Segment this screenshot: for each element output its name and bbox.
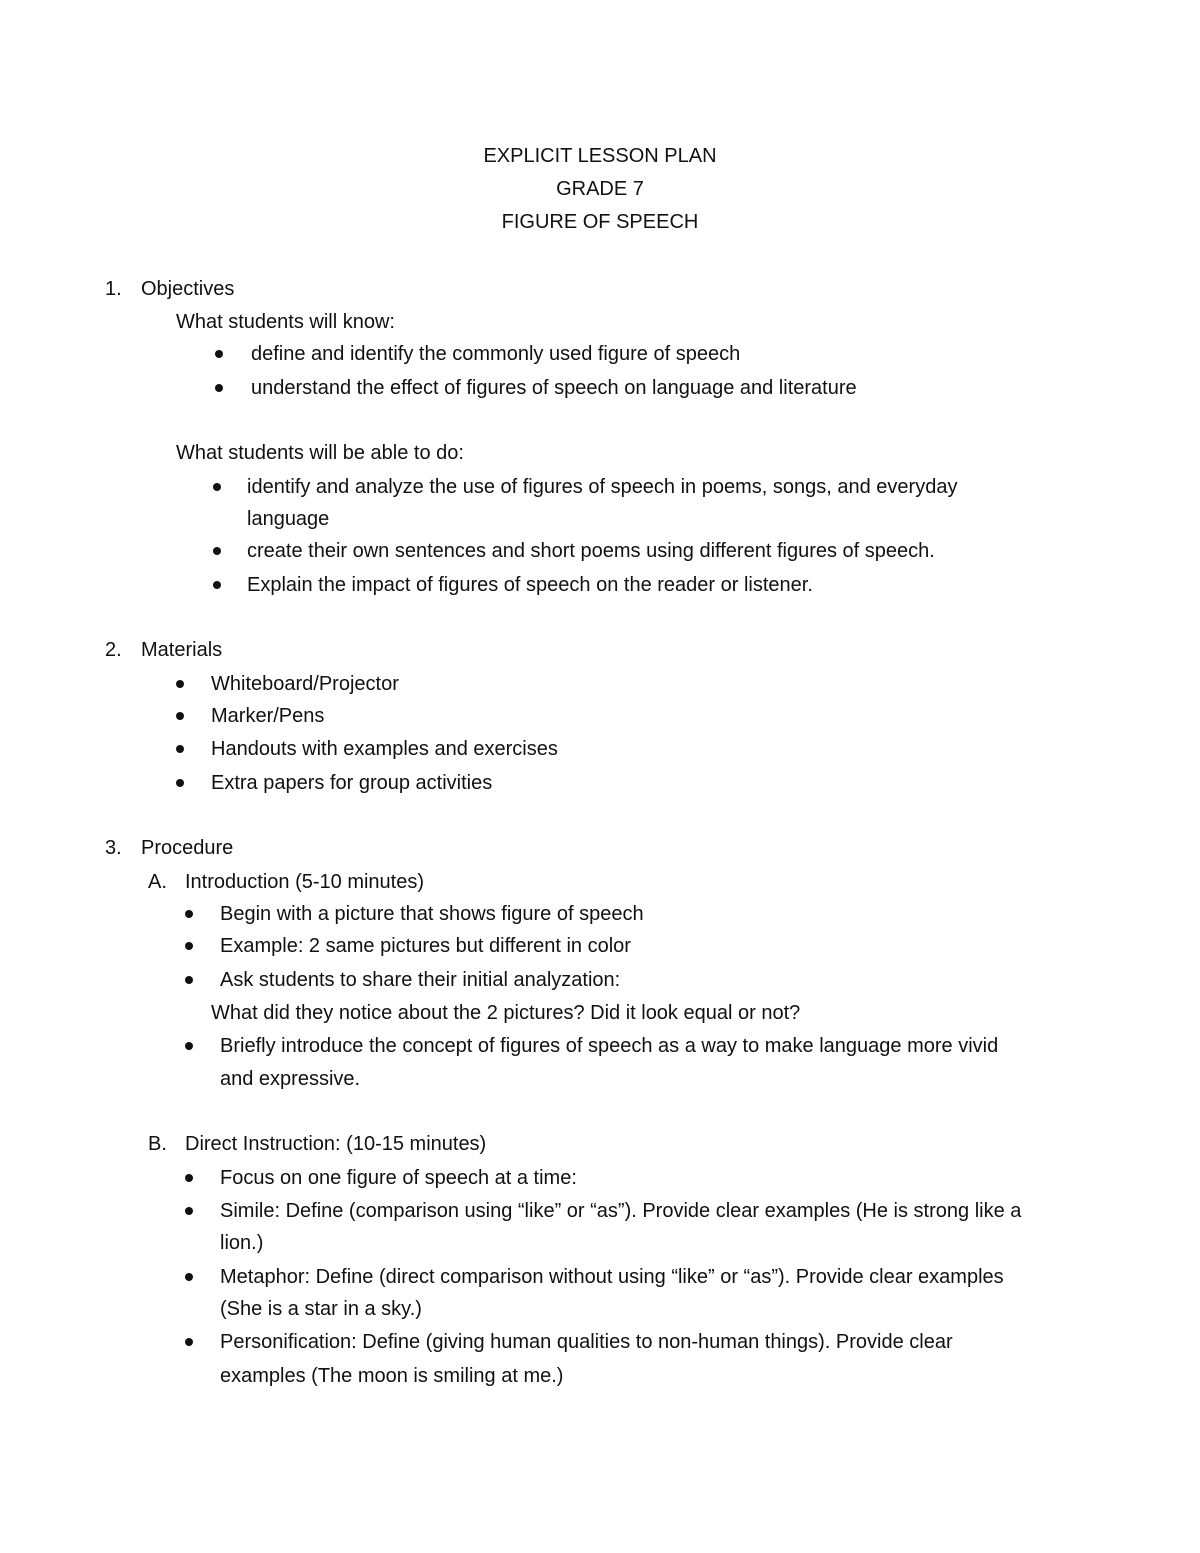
list-item: Briefly introduce the concept of figures of speech as a way to make language more vivid — [220, 1035, 999, 1057]
subsection-heading-introduction: Introduction (5-10 minutes) — [185, 871, 425, 893]
bullet-icon — [185, 910, 193, 918]
bullet-icon — [185, 1174, 193, 1182]
list-item-continuation: examples (The moon is smiling at me.) — [220, 1365, 564, 1387]
subsection-letter: B. — [148, 1133, 167, 1155]
list-item: Explain the impact of figures of speech on the reader or listener. — [247, 574, 813, 596]
list-item-continuation: and expressive. — [220, 1068, 361, 1090]
list-item: Whiteboard/Projector — [211, 673, 399, 695]
list-item: Personification: Define (giving human qualities to non-human things). Provide clear — [220, 1331, 953, 1353]
subsection-heading-direct-instruction: Direct Instruction: (10-15 minutes) — [185, 1133, 487, 1155]
bullet-icon — [213, 483, 221, 491]
topic-label: FIGURE OF SPEECH — [501, 211, 699, 233]
list-item-continuation: language — [247, 508, 330, 530]
list-item: Focus on one figure of speech at a time: — [220, 1167, 577, 1189]
bullet-icon — [185, 1042, 193, 1050]
list-item: understand the effect of figures of speech on language and literature — [251, 377, 857, 399]
bullet-icon — [213, 581, 221, 589]
list-item: Marker/Pens — [211, 705, 325, 727]
list-item: Metaphor: Define (direct comparison without using “like” or “as”). Provide clear examples — [220, 1266, 1004, 1288]
bullet-icon — [176, 712, 184, 720]
bullet-icon — [185, 1338, 193, 1346]
bullet-icon — [176, 779, 184, 787]
list-item: Simile: Define (comparison using “like” or “as”). Provide clear examples (He is strong like a — [220, 1200, 1022, 1222]
list-item: Begin with a picture that shows figure of speech — [220, 903, 644, 925]
section-number: 3. — [105, 837, 122, 859]
section-heading-procedure: Procedure — [141, 837, 234, 859]
subsection-letter: A. — [148, 871, 167, 893]
bullet-icon — [215, 384, 223, 392]
bullet-icon — [185, 942, 193, 950]
list-item: Extra papers for group activities — [211, 772, 493, 794]
list-item-continuation: lion.) — [220, 1232, 264, 1254]
bullet-icon — [185, 1207, 193, 1215]
subheading-do: What students will be able to do: — [176, 442, 464, 464]
list-item: create their own sentences and short poems using different figures of speech. — [247, 540, 935, 562]
bullet-icon — [215, 350, 223, 358]
list-item: Handouts with examples and exercises — [211, 738, 558, 760]
list-item: define and identify the commonly used figure of speech — [251, 343, 741, 365]
section-number: 2. — [105, 639, 122, 661]
section-number: 1. — [105, 278, 122, 300]
bullet-icon — [213, 547, 221, 555]
list-item-continuation: (She is a star in a sky.) — [220, 1298, 422, 1320]
list-item: Example: 2 same pictures but different in color — [220, 935, 631, 957]
bullet-icon — [176, 745, 184, 753]
grade-label: GRADE 7 — [556, 178, 644, 200]
bullet-icon — [185, 1273, 193, 1281]
bullet-icon — [185, 976, 193, 984]
bullet-icon — [176, 680, 184, 688]
section-heading-objectives: Objectives — [141, 278, 235, 300]
list-item: Ask students to share their initial analyzation: — [220, 969, 621, 991]
list-item-continuation: What did they notice about the 2 pictures? Did it look equal or not? — [211, 1002, 801, 1024]
subheading-know: What students will know: — [176, 311, 395, 333]
document-title: EXPLICIT LESSON PLAN — [483, 145, 717, 167]
list-item: identify and analyze the use of figures of speech in poems, songs, and everyday — [247, 476, 958, 498]
section-heading-materials: Materials — [141, 639, 223, 661]
